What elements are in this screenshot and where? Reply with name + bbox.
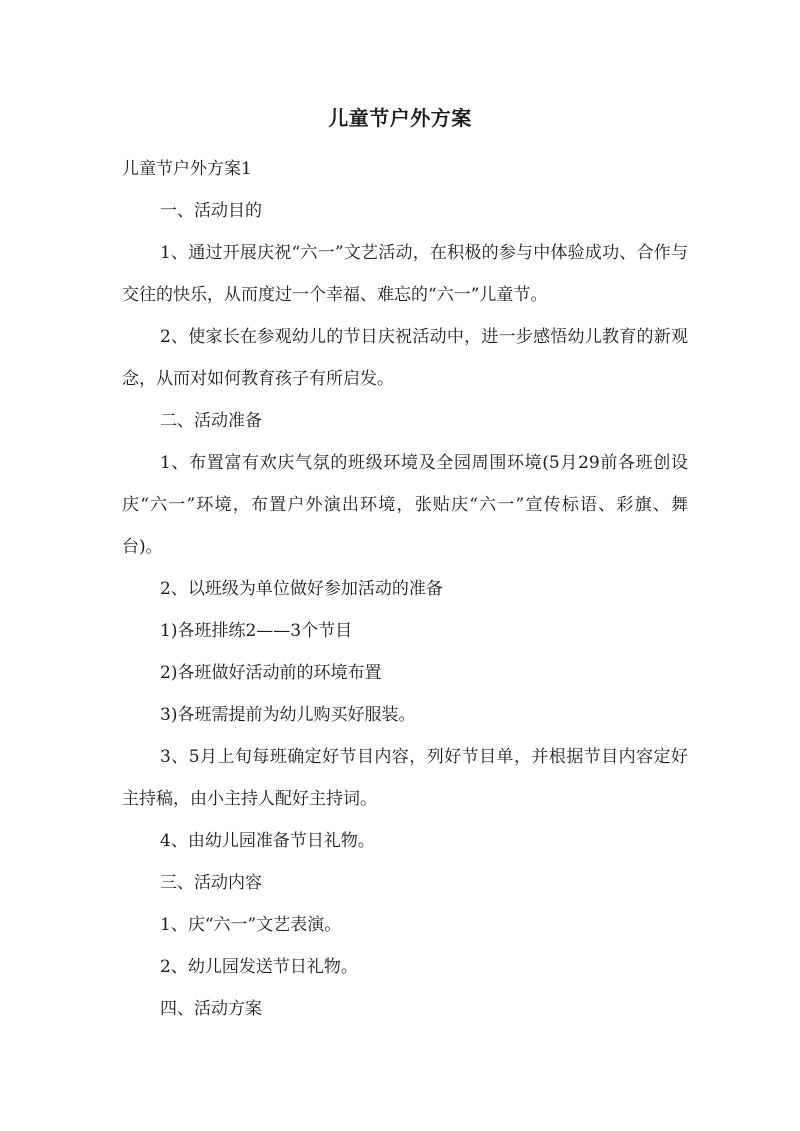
heading-activity-purpose: 一、活动目的 — [160, 201, 262, 221]
paragraph-purpose-1: 1、通过开展庆祝“六一”文艺活动，在积极的参与中体验成功、合作与交往的快乐，从而度过一个幸福、难忘的“六一”儿童节。 — [122, 243, 688, 305]
document-body — [122, 148, 688, 1030]
section-heading-plan-1: 儿童节户外方案1 — [122, 159, 252, 179]
paragraph-preparation-4: 4、由幼儿园准备节日礼物。 — [160, 831, 375, 851]
paragraph-preparation-2: 2、以班级为单位做好参加活动的准备 — [160, 579, 443, 599]
heading-activity-preparation: 二、活动准备 — [160, 411, 262, 431]
document-title: 儿童节户外方案 — [328, 106, 472, 130]
paragraph-content-2: 2、幼儿园发送节日礼物。 — [160, 957, 358, 977]
list-item-rehearse: 1)各班排练2——3个节目 — [160, 621, 353, 641]
paragraph-content-1: 1、庆“六一”文艺表演。 — [160, 915, 342, 935]
heading-activity-plan: 四、活动方案 — [160, 999, 262, 1019]
list-item-environment: 2)各班做好活动前的环境布置 — [160, 663, 382, 683]
paragraph-purpose-2: 2、使家长在参观幼儿的节日庆祝活动中，进一步感悟幼儿教育的新观念，从而对如何教育孩子有所启发。 — [122, 327, 688, 389]
paragraph-preparation-3: 3、5月上旬每班确定好节目内容，列好节目单，并根据节目内容定好主持稿，由小主持人配好主持词。 — [122, 747, 688, 809]
list-item-costumes: 3)各班需提前为幼儿购买好服装。 — [160, 705, 416, 725]
paragraph-preparation-1: 1、布置富有欢庆气氛的班级环境及全园周围环境(5月29前各班创设庆“六一”环境，布置户外演出环境，张贴庆“六一”宣传标语、彩旗、舞台)。 — [122, 453, 688, 557]
heading-activity-content: 三、活动内容 — [160, 873, 262, 893]
